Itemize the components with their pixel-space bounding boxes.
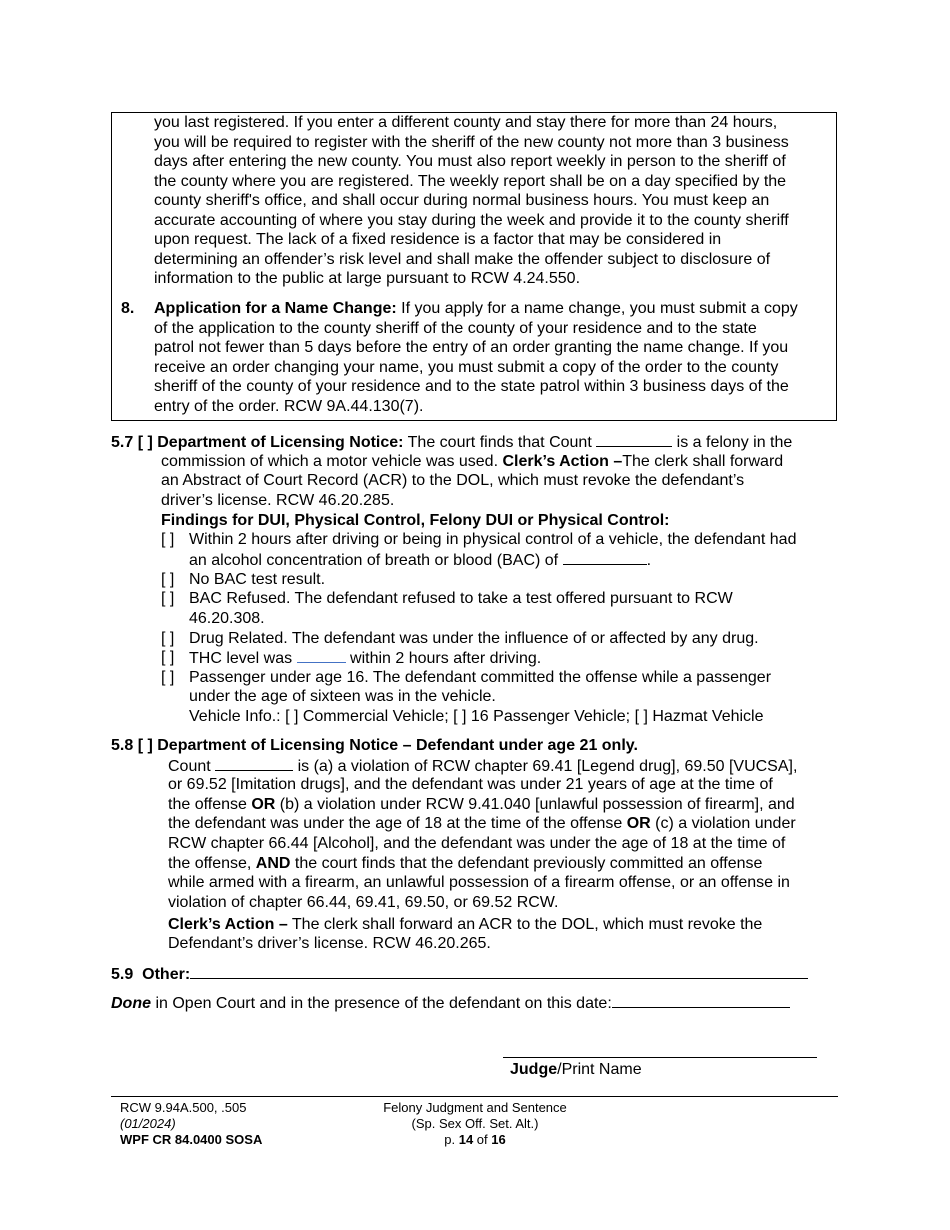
item8-line: sheriff of the county of your residence and to the state patrol within 3 business days of the: [154, 378, 789, 395]
footer-page-number: p. 14 of 16: [444, 1132, 506, 1147]
footer-rcw: RCW 9.94A.500, .505: [120, 1100, 247, 1115]
footer-title: Felony Judgment and Sentence: [383, 1100, 567, 1115]
section-5-8-heading: Department of Licensing Notice – Defendant under age 21 only.: [157, 737, 638, 754]
footer-divider: [111, 1096, 838, 1097]
section-5-8-line: the defendant was under the age of 18 at the time of the offense OR (c) a violation under: [168, 815, 796, 832]
finding-thc-level: THC level was within 2 hours after driving.: [189, 650, 542, 667]
box-line: upon request. The lack of a fixed residence is a factor that may be considered in: [154, 231, 722, 248]
findings-heading: Findings for DUI, Physical Control, Felony DUI or Physical Control:: [161, 512, 670, 529]
section-5-8-line: while armed with a firearm, an unlawful possession of a firearm offense, or an offense in: [168, 874, 790, 891]
finding-drug-related: Drug Related. The defendant was under the influence of or affected by any drug.: [189, 630, 759, 647]
item8-line: of the application to the county sheriff of the county of your residence and to the state: [154, 320, 757, 337]
vehicle-info: Vehicle Info.: [ ] Commercial Vehicle; [ ] 16 Passenger Vehicle; [ ] Hazmat Vehicle: [189, 708, 764, 725]
thc-blank[interactable]: [297, 648, 346, 663]
finding-passenger-line: under the age of sixteen was in the vehicle.: [189, 688, 496, 705]
other-blank[interactable]: [190, 964, 808, 979]
box-line: you will be required to register with the sheriff of the new county not more than 3 business: [154, 134, 789, 151]
box-line: accurate accounting of where you stay during the week and provide it to the county sheriff: [154, 212, 789, 229]
checkbox[interactable]: [ ]: [161, 669, 175, 686]
checkbox[interactable]: [ ]: [161, 571, 175, 588]
count-blank[interactable]: [596, 432, 672, 447]
section-5-8-line: the offense OR (b) a violation under RCW 9.41.040 [unlawful possession of firearm], and: [168, 796, 795, 813]
footer-date: (01/2024): [120, 1116, 176, 1131]
item8-number: 8.: [121, 300, 135, 317]
box-line: information to the public at large pursuant to RCW 4.24.550.: [154, 270, 581, 287]
section-5-8-line: Count is (a) a violation of RCW chapter 69.41 [Legend drug], 69.50 [VUCSA],: [168, 758, 798, 775]
section-5-7-number: 5.7 [ ]: [111, 434, 153, 451]
section-5-7-heading: Department of Licensing Notice:: [157, 434, 404, 451]
section-5-8-line: the offense, AND the court finds that the defendant previously committed an offense: [168, 855, 763, 872]
item8-first-line: Application for a Name Change: If you apply for a name change, you must submit a copy: [154, 300, 798, 317]
section-5-8-line: violation of chapter 66.44, 69.41, 69.50, or 69.52 RCW.: [168, 894, 559, 911]
finding-bac-within-2-hours: Within 2 hours after driving or being in physical control of a vehicle, the defendant had: [189, 531, 797, 548]
finding-passenger: Passenger under age 16. The defendant committed the offense while a passenger: [189, 669, 772, 686]
section-5-7-line: driver’s license. RCW 46.20.285.: [161, 492, 395, 509]
item8-heading: Application for a Name Change:: [154, 300, 397, 317]
section-5-8-line: RCW chapter 66.44 [Alcohol], and the defendant was under the age of 18 at the time of: [168, 835, 786, 852]
section-5-8-clerk-action: Clerk’s Action – The clerk shall forward an ACR to the DOL, which must revoke the: [168, 916, 763, 933]
done-line: Done in Open Court and in the presence of the defendant on this date:: [111, 993, 790, 1013]
section-5-8-line: or 69.52 [Imitation drugs], and the defendant was under 21 years of age at the time of: [168, 776, 773, 793]
finding-bac-line: an alcohol concentration of breath or blood (BAC) of .: [189, 552, 652, 569]
section-5-7-first-line: 5.7 [ ] Department of Licensing Notice: The court finds that Count is a felony in the: [111, 434, 793, 451]
checkbox[interactable]: [ ]: [161, 649, 175, 666]
judge-label: Judge/Print Name: [510, 1061, 642, 1078]
judge-signature-line[interactable]: [503, 1057, 817, 1058]
section-5-7-line: commission of which a motor vehicle was used. Clerk’s Action –The clerk shall forward: [161, 453, 784, 470]
item8-line: receive an order changing your name, you must submit a copy of the order to the county: [154, 359, 779, 376]
item8-line: entry of the order. RCW 9A.44.130(7).: [154, 398, 424, 415]
section-5-8-number: 5.8 [ ]: [111, 737, 153, 754]
box-line: days after entering the new county. You must also report weekly in person to the sheriff of: [154, 153, 786, 170]
section-5-9: 5.9 Other:: [111, 964, 808, 984]
checkbox[interactable]: [ ]: [161, 531, 175, 548]
box-line: determining an offender’s risk level and shall make the offender subject to disclosure of: [154, 251, 771, 268]
box-line: the county where you are registered. The weekly report shall be on a day specified by the: [154, 173, 787, 190]
finding-bac-refused-line: 46.20.308.: [189, 610, 265, 627]
footer-form-id: WPF CR 84.0400 SOSA: [120, 1132, 263, 1147]
finding-bac-refused: BAC Refused. The defendant refused to take a test offered pursuant to RCW: [189, 590, 733, 607]
box-line: county sheriff's office, and shall occur during normal business hours. You must keep an: [154, 192, 770, 209]
date-blank[interactable]: [612, 993, 790, 1008]
checkbox[interactable]: [ ]: [161, 630, 175, 647]
checkbox[interactable]: [ ]: [161, 590, 175, 607]
count-blank[interactable]: [215, 756, 293, 771]
finding-no-bac: No BAC test result.: [189, 571, 326, 588]
section-5-7-line: an Abstract of Court Record (ACR) to the DOL, which must revoke the defendant’s: [161, 472, 745, 489]
footer-subtitle: (Sp. Sex Off. Set. Alt.): [411, 1116, 539, 1131]
box-line: you last registered. If you enter a different county and stay there for more than 24 hours,: [154, 114, 778, 131]
section-5-8-line: Defendant’s driver’s license. RCW 46.20.265.: [168, 935, 491, 952]
section-5-8-heading-line: [111, 736, 638, 755]
bac-blank[interactable]: [563, 550, 647, 565]
item8-line: patrol not fewer than 5 days before the entry of an order granting the name change. If you: [154, 339, 789, 356]
